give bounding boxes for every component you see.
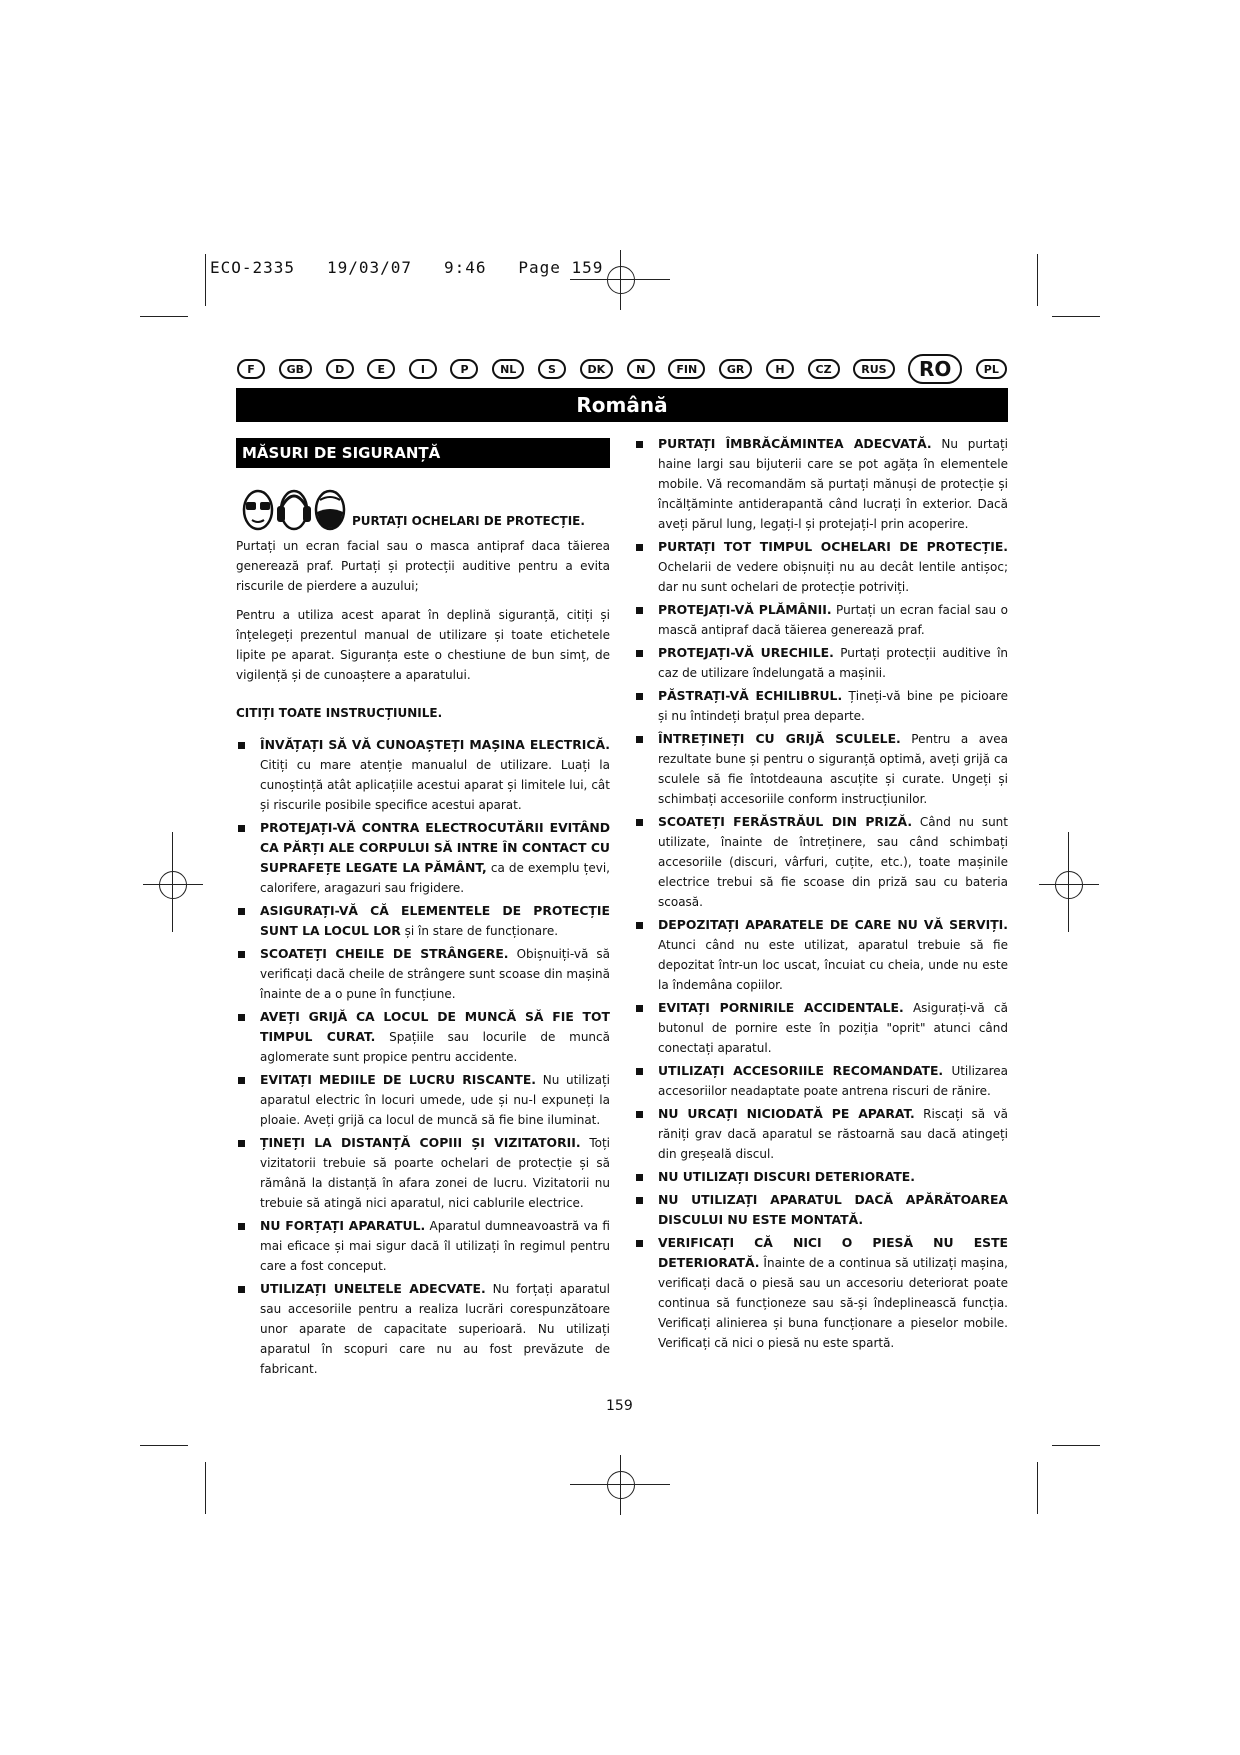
- right-column: [634, 434, 1008, 1356]
- bullet-square: [238, 908, 245, 915]
- dust-mask-icon: [316, 491, 344, 529]
- safety-item-heading: ÎNTREȚINEȚI CU GRIJĂ SCULELE.: [658, 731, 901, 746]
- safety-item: [236, 944, 610, 1004]
- safety-item: [634, 1190, 1008, 1230]
- safety-item-heading: NU URCAȚI NICIODATĂ PE APARAT.: [658, 1106, 915, 1121]
- bullet-square: [636, 1174, 643, 1181]
- safety-item-heading: PROTEJAȚI-VĂ PLĂMÂNII.: [658, 602, 832, 617]
- bullet-square: [636, 736, 643, 743]
- safety-item: [634, 1233, 1008, 1353]
- crop-mark: [1052, 316, 1100, 317]
- language-pill-s: S: [538, 359, 566, 379]
- bullet-square: [636, 1068, 643, 1075]
- language-pill-p: P: [450, 359, 478, 379]
- bullet-square: [636, 1111, 643, 1118]
- crop-mark: [205, 254, 206, 306]
- safety-item-heading: PURTAȚI ÎMBRĂCĂMINTEA ADECVATĂ.: [658, 436, 932, 451]
- safety-item-text: Asigurați-vă că butonul de pornire este în poziția "oprit" atunci când conectați aparatul.: [658, 1001, 1008, 1055]
- left-safety-list: [236, 735, 610, 1379]
- page-title: Română: [236, 388, 1008, 422]
- crop-mark: [205, 1462, 206, 1514]
- safety-item-text: Spațiile sau locurile de muncă aglomerate sunt propice pentru accidente.: [260, 1030, 610, 1064]
- safety-item: [236, 735, 610, 815]
- safety-item-heading: NU FORȚAȚI APARATUL.: [260, 1218, 426, 1233]
- safety-item-text: Când nu sunt utilizate, înainte de întreținere, sau când schimbați accesoriile (discuri, vârfuri, cuțite, etc.), toate mașinile electrice trebui să fie scoase din priză sau cu bateria scoasă.: [658, 815, 1008, 909]
- print-slug: ECO-2335 19/03/07 9:46 Page 159: [210, 258, 604, 277]
- safety-item: [634, 1061, 1008, 1101]
- safety-item-text: Aparatul dumneavoastră va fi mai eficace și mai sigur dacă îl utilizați în regimul pentru care a fost conceput.: [260, 1219, 610, 1273]
- language-pill-gb: GB: [279, 359, 312, 379]
- intro-paragraph: Pentru a utiliza acest aparat în deplină siguranță, citiți și înțelegeți prezentul manual de utilizare și toate etichetele lipite pe aparat. Siguranța este o chestiune de bun simț, de vigilență și de cunoaștere a aparatului.: [236, 608, 610, 682]
- safety-glasses-icon: [244, 491, 272, 529]
- bullet-square: [636, 819, 643, 826]
- safety-item: [634, 643, 1008, 683]
- bullet-square: [636, 650, 643, 657]
- bullet-square: [636, 1197, 643, 1204]
- safety-item-heading: PĂSTRAȚI-VĂ ECHILIBRUL.: [658, 688, 843, 703]
- language-pill-fin: FIN: [668, 359, 705, 379]
- safety-item-text: Nu forțați aparatul sau accesoriile pentru a realiza lucrări corespunzătoare unor aparate de capacitate superioară. Nu utilizați aparatul în scopuri care nu au fost prevăzute de fabricant.: [260, 1282, 610, 1376]
- safety-item: [634, 812, 1008, 912]
- safety-item-heading: NU UTILIZAȚI APARATUL DACĂ APĂRĂTOAREA DISCULUI NU ESTE MONTATĂ.: [658, 1192, 1008, 1227]
- safety-item: [236, 1279, 610, 1379]
- safety-item-text: Toți vizitatorii trebuie să poarte ochelari de protecție și să rămână la distanță în afara zonei de lucru. Vizitatorii nu trebuie să atingă nici aparatul, nici cablurile electrice.: [260, 1136, 610, 1210]
- left-column: [236, 536, 610, 1382]
- safety-item-heading: ȚINEȚI LA DISTANȚĂ COPIII ȘI VIZITATORII.: [260, 1135, 581, 1150]
- safety-item: [634, 1104, 1008, 1164]
- language-pill-ro: RO: [908, 354, 962, 384]
- safety-item: [236, 1070, 610, 1130]
- safety-item-text: Obișnuiți-vă să verificați dacă cheile de strângere sunt scoase din mașină înainte de a o pune în funcțiune.: [260, 947, 610, 1001]
- bullet-square: [636, 544, 643, 551]
- bullet-square: [238, 951, 245, 958]
- bullet-square: [238, 1286, 245, 1293]
- crop-mark: [1052, 1445, 1100, 1446]
- safety-item-heading: PROTEJAȚI-VĂ URECHILE.: [658, 645, 834, 660]
- safety-item-heading: NU UTILIZAȚI DISCURI DETERIORATE.: [658, 1169, 915, 1184]
- ear-protection-icon: [277, 491, 311, 529]
- safety-item: [236, 901, 610, 941]
- bullet-square: [238, 1077, 245, 1084]
- safety-item-text: Purtați un ecran facial sau o mască antipraf dacă tăierea generează praf.: [658, 603, 1008, 637]
- safety-item-heading: SCOATEȚI FERĂSTRĂUL DIN PRIZĂ.: [658, 814, 913, 829]
- safety-item-text: Atunci când nu este utilizat, aparatul trebuie să fie depozitat într-un loc uscat, încuiat cu cheia, unde nu este la îndemâna copiilor.: [658, 938, 1008, 992]
- language-pill-i: I: [409, 359, 437, 379]
- language-pill-e: E: [367, 359, 395, 379]
- language-bar: [237, 352, 1007, 386]
- read-all-heading: CITIȚI TOATE INSTRUCȚIUNILE.: [236, 706, 443, 720]
- safety-item-heading: PROTEJAȚI-VĂ CONTRA ELECTROCUTĂRII EVITÂND CA PĂRȚI ALE CORPULUI SĂ INTRE ÎN CONTACT CU SUPRAFEȚE LEGATE LA PĂMÂNT,: [260, 820, 610, 875]
- safety-item-text: ca de exemplu țevi, calorifere, aragazuri sau frigidere.: [260, 861, 610, 895]
- language-pill-cz: CZ: [808, 359, 840, 379]
- safety-item-text: Purtați protecții auditive în caz de utilizare îndelungată a mașinii.: [658, 646, 1009, 680]
- language-pill-d: D: [326, 359, 354, 379]
- safety-item-text: Utilizarea accesoriilor neadaptate poate antrena riscuri de rănire.: [658, 1064, 1008, 1098]
- safety-item: [634, 600, 1008, 640]
- safety-item: [634, 1167, 1008, 1187]
- registration-mark: [143, 855, 203, 915]
- safety-item: [634, 998, 1008, 1058]
- safety-item: [634, 537, 1008, 597]
- crop-mark: [1037, 1462, 1038, 1514]
- bullet-square: [636, 693, 643, 700]
- bullet-square: [238, 742, 245, 749]
- bullet-square: [636, 1240, 643, 1247]
- registration-line: [1068, 832, 1069, 932]
- safety-item-text: Citiți cu mare atenție manualul de utilizare. Luați la cunoștință atât aplicațiile acestui aparat și limitele lui, cât și riscurile posibile specifice acestui aparat.: [260, 758, 610, 812]
- language-pill-n: N: [627, 359, 655, 379]
- language-pill-rus: RUS: [853, 359, 894, 379]
- safety-item: [634, 729, 1008, 809]
- bullet-square: [636, 441, 643, 448]
- crop-mark: [140, 316, 188, 317]
- safety-item-heading: VERIFICAȚI CĂ NICI O PIESĂ NU ESTE DETERIORATĂ.: [658, 1235, 1008, 1270]
- language-pill-nl: NL: [492, 359, 524, 379]
- safety-item: [634, 686, 1008, 726]
- safety-item-text: Pentru a avea rezultate bune și pentru o siguranță optimă, aveți grijă ca sculele să fie întotdeauna ascuțite și curate. Ungeți și schimbați accesoriile conform instrucțiunilor.: [658, 732, 1008, 806]
- safety-item-heading: UTILIZAȚI ACCESORIILE RECOMANDATE.: [658, 1063, 944, 1078]
- registration-line: [570, 279, 670, 280]
- bullet-square: [636, 1005, 643, 1012]
- bullet-square: [636, 922, 643, 929]
- safety-item-heading: EVITAȚI PORNIRILE ACCIDENTALE.: [658, 1000, 904, 1015]
- safety-item-heading: ASIGURAȚI-VĂ CĂ ELEMENTELE DE PROTECȚIE SUNT LA LOCUL LOR: [260, 903, 610, 938]
- safety-item: [236, 1007, 610, 1067]
- protection-icons: [242, 486, 348, 532]
- safety-item: [634, 915, 1008, 995]
- bullet-square: [238, 1223, 245, 1230]
- language-pill-f: F: [237, 359, 265, 379]
- safety-item: [236, 1133, 610, 1213]
- crop-mark: [140, 1445, 188, 1446]
- registration-mark: [591, 1455, 651, 1515]
- language-pill-gr: GR: [719, 359, 753, 379]
- crop-mark: [1037, 254, 1038, 306]
- language-pill-h: H: [766, 359, 794, 379]
- safety-item: [236, 1216, 610, 1276]
- safety-item-heading: AVEȚI GRIJĂ CA LOCUL DE MUNCĂ SĂ FIE TOT TIMPUL CURAT.: [260, 1009, 610, 1044]
- safety-item-heading: UTILIZAȚI UNELTELE ADECVATE.: [260, 1281, 486, 1296]
- safety-item-heading: ÎNVĂȚAȚI SĂ VĂ CUNOAȘTEȚI MAȘINA ELECTRICĂ.: [260, 737, 610, 752]
- safety-item: [634, 434, 1008, 534]
- language-pill-dk: DK: [580, 359, 614, 379]
- bullet-square: [238, 1140, 245, 1147]
- safety-item-text: Țineți-vă bine pe picioare și nu întindeți brațul prea departe.: [658, 689, 1009, 723]
- safety-item-heading: DEPOZITAȚI APARATELE DE CARE NU VĂ SERVIȚI.: [658, 917, 1008, 932]
- bullet-square: [238, 1014, 245, 1021]
- safety-item-text: Riscați să vă răniți grav dacă aparatul se răstoarnă sau dacă atingeți din greșeală discul.: [658, 1107, 1008, 1161]
- intro-paragraph: Purtați un ecran facial sau o masca antipraf daca tăierea generează praf. Purtați și protecții auditive pentru a evita riscurile de pierdere a auzului;: [236, 539, 610, 593]
- safety-item-heading: EVITAȚI MEDIILE DE LUCRU RISCANTE.: [260, 1072, 537, 1087]
- safety-item-text: Ochelarii de vedere obișnuiți nu au decât lentile antișoc; dar nu sunt ochelari de protecție potriviți.: [658, 560, 1008, 594]
- safety-item-text: Nu purtați haine largi sau bijuterii care se pot agăța în elementele mobile. Vă recomandăm să purtați mănuși de protecție și încălțăminte antiderapantă când lucrați în exterior. Dacă aveți părul lung, legați-l și protejați-l prin acoperire.: [658, 437, 1009, 531]
- right-safety-list: [634, 434, 1008, 1353]
- language-pill-pl: PL: [976, 359, 1007, 379]
- section-title: MĂSURI DE SIGURANȚĂ: [236, 438, 610, 468]
- safety-item-text: și în stare de funcționare.: [400, 924, 559, 938]
- safety-item-text: Înainte de a continua să utilizați mașina, verificați dacă o piesă sau un accesoriu deteriorat poate continua să funcționeze sau să-și îndeplinească funcția. Verificați alinierea și buna funcționare a pieselor mobile. Verificați că nici o piesă nu este spartă.: [658, 1256, 1008, 1350]
- bullet-square: [238, 825, 245, 832]
- protection-heading: PURTAȚI OCHELARI DE PROTECȚIE.: [352, 514, 585, 528]
- safety-item-text: Nu utilizați aparatul electric în locuri umede, ude și nu-l expuneți la ploaie. Aveți grijă ca locul de muncă să fie bine iluminat.: [260, 1073, 611, 1127]
- registration-line: [172, 832, 173, 932]
- safety-item: [236, 818, 610, 898]
- safety-item-heading: SCOATEȚI CHEILE DE STRÂNGERE.: [260, 946, 509, 961]
- registration-line: [570, 1484, 670, 1485]
- bullet-square: [636, 607, 643, 614]
- registration-mark: [1039, 855, 1099, 915]
- safety-item-heading: PURTAȚI TOT TIMPUL OCHELARI DE PROTECȚIE.: [658, 539, 1008, 554]
- page-number: 159: [606, 1398, 633, 1414]
